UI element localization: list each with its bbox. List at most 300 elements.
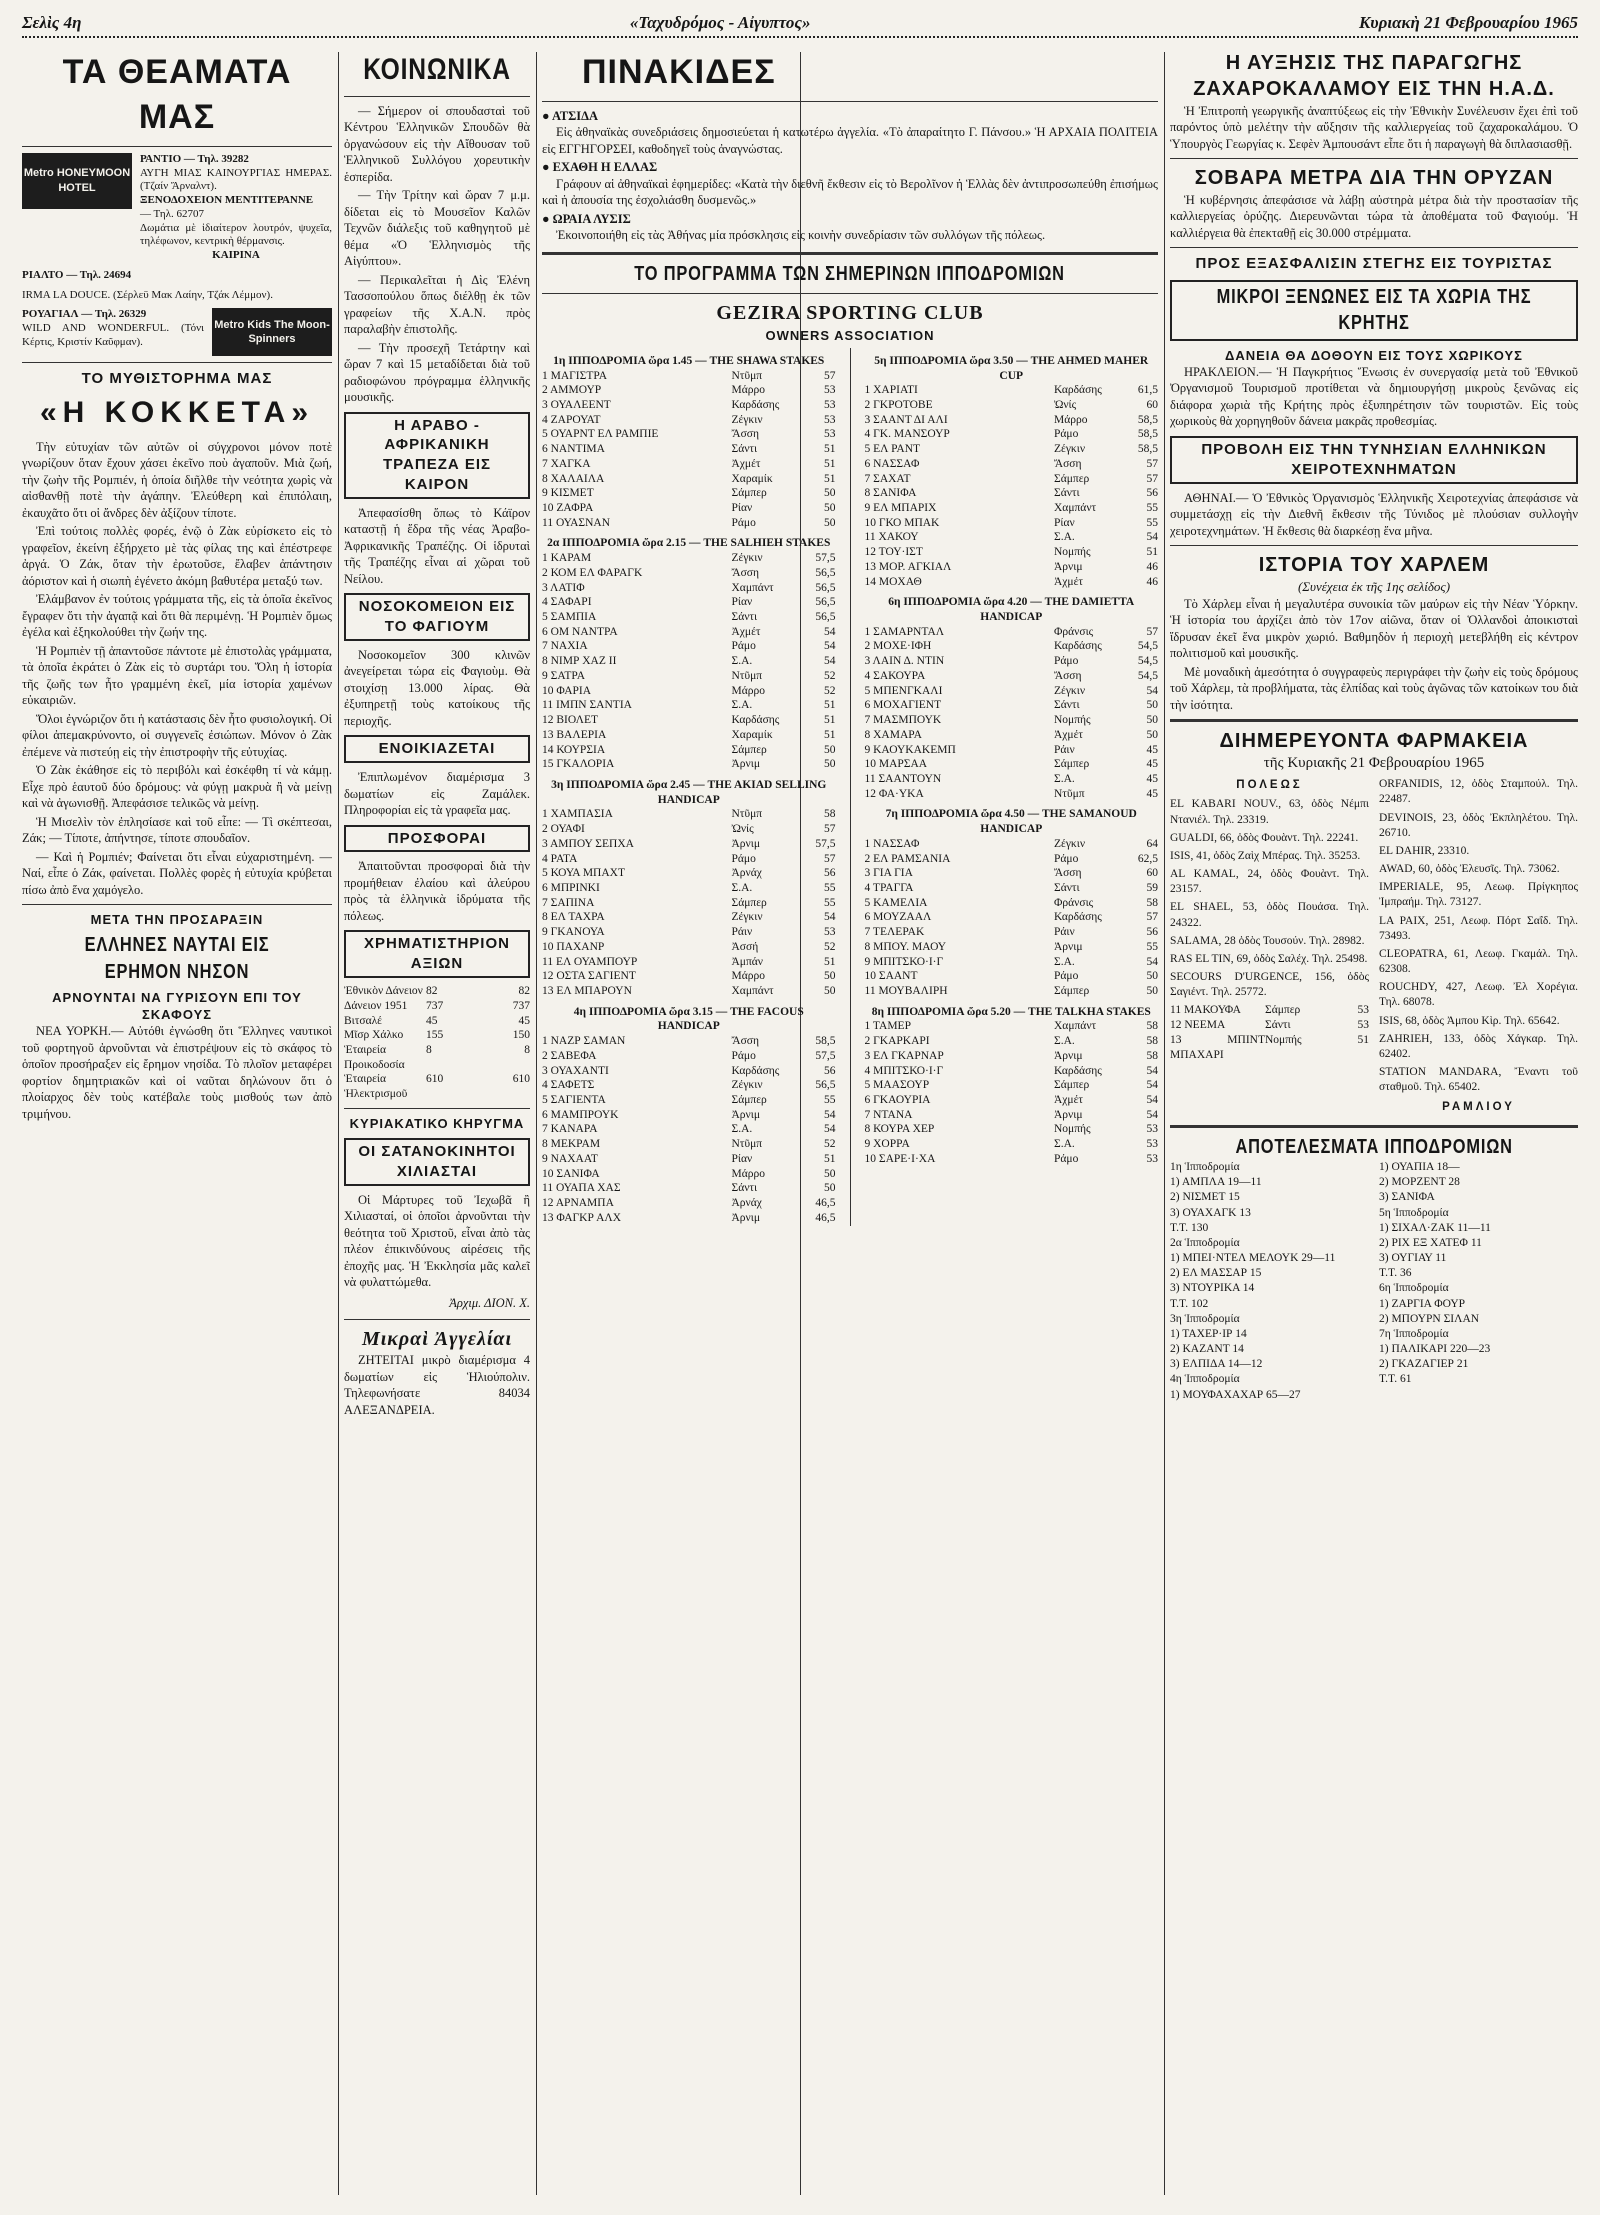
- pharmacies: [1170, 774, 1578, 1118]
- horse-row-cell: Χαμπάντ: [1054, 1020, 1097, 1033]
- horse-row-cell: 5 ΕΛ ΡΑΝΤ: [864, 443, 921, 456]
- result-line: 3) ΝΤΟΥΡΙΚΑ 14: [1170, 1282, 1255, 1295]
- horse-row-cell: Ἀρνιμ: [731, 1211, 761, 1224]
- novel-paragraph: Ἐλάμβανον ἐν τούτοις γράμματα τῆς, εἰς τὰ ὁποῖα ἐκεῖνος ἔγραφεν ὅτι τὴν ἀγαπᾷ καὶ ὅτι θὰ περιμένῃ. Ἡ Ρομπιὲν ὅμως ἐγέλα καὶ ἐξηκολούθει τὴν ζωήν της.: [22, 592, 332, 640]
- social-item: — Τὴν Τρίτην καὶ ὥραν 7 μ.μ. δίδεται εἰς τὸ Μουσεῖον Καλῶν Τεχνῶν διάλεξις τοῦ καθηγητοῦ μὲ θέμα «Ὁ Ἑλληνισμὸς τῆς Αἰγύπτου».: [344, 188, 530, 269]
- item-text: Γράφουν αἱ ἀθηναϊκαὶ ἐφημερίδες: «Κατὰ τὴν διεθνῆ ἔκθεσιν εἰς τὸ Βερολῖνον ἡ Ἑλλὰς δὲν ἀντιπροσωπεύθη ἐπισήμως καὶ ἡ ἀπουσία της ἐσχολιάσθη δυσμενῶς.»: [542, 176, 1158, 208]
- stocks-headline: [344, 930, 530, 978]
- horse-row-cell: 4 ΤΡΑΓΓΑ: [864, 881, 914, 894]
- horse-row-cell: 11 ΟΥΑΠΑ ΧΑΣ: [542, 1182, 621, 1195]
- horse-row-cell: Καρδάσης: [731, 398, 780, 411]
- stock-row-cell: 150: [512, 1029, 530, 1042]
- horse-row-cell: Σάμπερ: [1054, 758, 1090, 771]
- horse-row: [865, 743, 1159, 758]
- horse-row-cell: 6 ΜΟΥΖΑΑΛ: [864, 911, 932, 924]
- horse-row-cell: 45: [1146, 758, 1158, 771]
- horse-row-cell: 11 ΣΑΑΝΤΟΥΝ: [864, 772, 942, 785]
- item-text: Εἰς ἀθηναϊκὰς συνεδριάσεις δημοσιεύεται ἡ κατωτέρω ἀγγελία. «Τὸ ἀπαραίτητο Γ. Πάνσου.» Ἡ ΑΡΧΑΙΑ ΠΟΛΙΤΕΙΑ εἰς ΕΓΓΗΓΟΡΣΕΙ, καθοδηγεῖ τοὺς ἀναγνώστας.: [542, 125, 1158, 156]
- horse-row: [542, 807, 836, 822]
- horse-row-cell: Ντῦμπ: [731, 808, 763, 821]
- club-name: GEZIRA SPORTING CLUB: [716, 302, 984, 325]
- result-line: 3) ΣΑΝΙΦΑ: [1379, 1191, 1435, 1204]
- horse-row-cell: 57: [1146, 472, 1158, 485]
- cinema-rialto: ΡΙΑΛΤΟ — Τηλ. 24694: [22, 268, 132, 281]
- section-heading-koinonika-text: ΚΟΙΝΩΝΙΚΑ: [363, 53, 511, 86]
- horse-row-cell: 5 ΟΥΑΡΝΤ ΕΛ ΡΑΜΠΙΕ: [542, 428, 659, 441]
- horse-row: [542, 595, 836, 610]
- pharmacy-entry: GUALDI, 66, ὁδὸς Φουὰντ. Τηλ. 22241.: [1170, 831, 1359, 844]
- pharmacies-title: ΔΙΗΜΕΡΕΥΟΝΤΑ ΦΑΡΜΑΚΕΙΑ: [1219, 730, 1529, 753]
- horse-row: [865, 698, 1159, 713]
- item-text: Ἐκοινοποιήθη εἰς τὰς Ἀθήνας μία πρόσκλησις εἰς κοινὴν συνεδρίασιν τῶν συλλόγων τῆς πόλεως.: [556, 228, 1046, 243]
- tunisia-headline: [1170, 436, 1578, 484]
- horse-row-cell: 54: [824, 625, 836, 638]
- horse-row-cell: Καρδάσης: [1054, 1064, 1102, 1077]
- horse-row: [542, 1181, 836, 1196]
- horse-row-cell: 6 ΜΠΡΙΝΚΙ: [542, 881, 600, 894]
- horse-row-cell: 5 ΚΑΜΕΛΙΑ: [864, 896, 928, 909]
- novel-paragraph: Ὅλοι ἐγνώριζον ὅτι ἡ κατάστασις δὲν ἦτο φυσιολογική. Οἱ φίλοι ἀπεμακρύνοντο, οἱ συγγενεῖς ἐσιώπων. Μόνον ὁ Ζὰκ ἐπέμενε νὰ πιστεύῃ εἰς τὴν ἐπιστροφὴν τῆς εὐτυχίας.: [22, 711, 332, 759]
- horse-row-cell: 10 ΓΚΟ ΜΠΑΚ: [864, 516, 940, 529]
- horse-row-cell: 4 ΣΑΦΕΤΣ: [542, 1079, 595, 1092]
- horse-row: [865, 787, 1159, 802]
- horse-row-cell: 6 ΓΚΑΟΥΡΙΑ: [864, 1094, 931, 1107]
- horse-row-cell: Σάντι: [731, 611, 758, 624]
- horse-row-cell: 53: [824, 398, 836, 411]
- horse-row: [865, 669, 1159, 684]
- horse-row-cell: Ἀρνάχ: [731, 1197, 762, 1210]
- horse-row-cell: 56,5: [815, 611, 836, 624]
- horse-row: [542, 1196, 836, 1211]
- column-3: [542, 50, 1158, 2197]
- hotel-name: ΞΕΝΟΔΟΧΕΙΟΝ ΜΕΝΤΙΤΕΡΑΝΝΕ: [140, 194, 314, 206]
- horse-row: [865, 575, 1159, 590]
- news-label: ΜΕΤΑ ΤΗΝ ΠΡΟΣΑΡΑΞΙΝ: [90, 912, 264, 928]
- race-header: 1η ΙΠΠΟΔΡΟΜΙΑ ὥρα 1.45 — THE SHAWA STAKES: [553, 354, 825, 367]
- horse-row-cell: 54: [1146, 531, 1158, 544]
- horse-row: [865, 457, 1159, 472]
- horse-row-cell: 55: [1146, 502, 1158, 514]
- horse-row-cell: 50: [824, 758, 836, 771]
- results-title: [1170, 1134, 1578, 1160]
- result-line: 2α Ἱπποδρομία: [1170, 1236, 1240, 1249]
- horse-row: [542, 669, 836, 684]
- horse-row-cell: 50: [824, 516, 836, 529]
- horse-row: [865, 955, 1159, 970]
- horse-row-cell: 57: [824, 852, 836, 865]
- horse-row-cell: Ράιν: [731, 926, 753, 939]
- horse-row-cell: Ἄσση: [1054, 457, 1082, 470]
- horse-row-cell: 13 ΕΛ ΜΠΑΡΟΥΝ: [542, 985, 632, 997]
- horse-row: [542, 551, 836, 566]
- horse-row: [542, 925, 836, 940]
- horse-row-cell: Σάμπερ: [1054, 985, 1090, 997]
- horse-row-cell: Ἀρνιμ: [1054, 560, 1083, 573]
- horse-row-cell: 54,5: [1137, 655, 1158, 668]
- loans-sub: ΔΑΝΕΙΑ ΘΑ ΔΟΘΟΥΝ ΕΙΣ ΤΟΥΣ ΧΩΡΙΚΟΥΣ: [1225, 347, 1523, 363]
- novel-paragraph: Ἡ Ρομπιὲν τῇ ἀπαντοῦσε πάντοτε μὲ ἐπιστολὰς γράμματα, τὰ ὁποῖα ἐκράτει ὁ Ζὰκ εἰς τὸ συρτάρι του. Ὅλη ἡ ἱστορία τῆς ζωῆς των ἦτο γραμμένη ἐκεῖ, μία ἱστορία χαμένων εὐκαιριῶν.: [22, 643, 332, 708]
- horse-row-cell: Σ.Α.: [731, 881, 753, 894]
- novel-paragraph: Ἡ Μισελὶν τὸν ἐπλησίασε καὶ τοῦ εἶπε: — Τὶ σκέπτεσαι, Ζάκ; — Τίποτε, ἀπήντησε, τίποτε σπουδαῖον.: [22, 814, 332, 846]
- stock-row: [344, 1043, 530, 1072]
- pharmacy-entry: ISIS, 41, ὁδὸς Ζαὶχ Μπέρας. Τηλ. 35253.: [1170, 849, 1361, 862]
- result-line: 2) ΡΙΧ ΕΞ ΧΑΤΕΦ 11: [1379, 1236, 1482, 1249]
- horse-row-cell: 50: [824, 970, 836, 983]
- horse-row-cell: 9 ΧΟΡΡΑ: [864, 1138, 910, 1151]
- horse-row: [865, 427, 1159, 442]
- horse-row-cell: Ράμο: [1054, 852, 1079, 865]
- horse-row: [865, 625, 1159, 640]
- horse-row-cell: Χαμπάντ: [731, 581, 774, 594]
- divider: [344, 1108, 530, 1109]
- horse-row: [542, 1122, 836, 1137]
- horse-row-cell: 4 ΜΠΙΤΣΚΟ·Ι·Γ: [864, 1064, 944, 1077]
- horse-row-cell: Μάρρο: [1054, 413, 1088, 426]
- horse-row-cell: Ράιν: [1054, 743, 1075, 756]
- result-line: Τ.Τ. 130: [1170, 1221, 1209, 1234]
- column-rule: [536, 52, 537, 2195]
- divider: [542, 101, 1158, 102]
- result-line: 1) ΣΙΧΑΛ·ΖΑΚ 11—11: [1379, 1221, 1491, 1234]
- horse-row-cell: 50: [824, 985, 836, 997]
- horse-row: [542, 1108, 836, 1123]
- cinema-royal-ad: [22, 308, 332, 356]
- horse-row-cell: 1 ΝΑΖΡ ΣΑΜΑΝ: [542, 1035, 626, 1048]
- horse-row: [865, 713, 1159, 728]
- horse-row-cell: 4 ΣΑΚΟΥΡΑ: [864, 669, 926, 682]
- result-line: 5η Ἱπποδρομία: [1379, 1206, 1449, 1219]
- horse-row: [865, 984, 1159, 999]
- horse-row-cell: Ράμο: [731, 852, 756, 865]
- sermon-text: Οἱ Μάρτυρες τοῦ Ἰεχωβᾶ ἢ Χιλιασταί, οἱ ὁποῖοι ἀρνοῦνται τὴν θεότητα τοῦ Χριστοῦ, εἶναι ἀπὸ τὰς πλέον ἐπικινδύνους αἱρέσεις τῆς ἐποχῆς μας. Ἡ Ἐκκλησία μᾶς καλεῖ νὰ φυλαττώμεθα.: [344, 1192, 530, 1290]
- pharmacy-entry: ZAHRIEH, 133, ὁδὸς Χάγκαρ. Τηλ. 62402.: [1379, 1032, 1578, 1060]
- horse-row-cell: Ράμο: [1054, 970, 1079, 983]
- horse-row: [865, 1122, 1159, 1137]
- horse-row-cell: Σάντι: [1054, 881, 1080, 894]
- horse-row: [865, 501, 1159, 516]
- horse-row-cell: 51: [824, 1152, 836, 1165]
- horse-row-cell: Ρίαν: [731, 596, 753, 609]
- horse-row-cell: Ἄσση: [1054, 867, 1082, 880]
- harlem-sub: (Συνέχεια ἐκ τῆς 1ης σελίδος): [1297, 579, 1451, 595]
- horse-row-cell: Μάρρο: [731, 1167, 765, 1180]
- horse-row-cell: Ζέγκιν: [1054, 837, 1086, 850]
- horse-row-cell: 57: [1146, 911, 1158, 924]
- horse-row-cell: Ράμο: [731, 516, 756, 529]
- horse-row-cell: Ρίαν: [1054, 516, 1075, 529]
- horse-row-cell: Σ.Α.: [731, 1123, 753, 1136]
- horse-row: [865, 1137, 1159, 1152]
- horse-row-cell: 9 ΣΑΤΡΑ: [542, 669, 586, 682]
- horse-row-cell: Καρδάσης: [731, 714, 780, 727]
- horse-row: [542, 984, 836, 999]
- horse-row-cell: 45: [1146, 772, 1158, 785]
- social-item: — Σήμερον οἱ σπουδασταὶ τοῦ Κέντρου Ἑλληνικῶν Σπουδῶν θὰ ὀργανώσουν εἰς τὴν Αἴθουσαν τοῦ Ἑλληνικοῦ Συλλόγου χορευτικὴν ἑσπερίδα.: [344, 103, 530, 184]
- result-line: 4η Ἱπποδρομία: [1170, 1373, 1240, 1386]
- horse-row: [865, 866, 1159, 881]
- divider: [22, 904, 332, 905]
- horse-row-cell: 11 ΟΥΑΣΝΑΝ: [542, 516, 611, 529]
- race-list-b: [865, 348, 1159, 1226]
- horse-row-cell: 8 ΕΛ ΤΑΧΡΑ: [542, 911, 605, 924]
- horse-row-cell: 55: [824, 896, 836, 909]
- horse-row-cell: 5 ΣΑΓΙΕΝΤΑ: [542, 1094, 606, 1107]
- horse-row-cell: 1 ΤΑΜΕΡ: [864, 1020, 911, 1033]
- horse-row-cell: 57,5: [815, 552, 836, 565]
- horse-row-cell: Σάντι: [1054, 699, 1080, 712]
- horse-row-cell: 3 ΛΑΙΝ Δ. ΝΤΙΝ: [864, 655, 945, 668]
- horse-row: [542, 639, 836, 654]
- horse-row-cell: 51: [824, 728, 836, 741]
- horse-row: [865, 1019, 1159, 1034]
- horse-row: [542, 1078, 836, 1093]
- horse-row-cell: 59: [1146, 881, 1158, 894]
- horse-row-cell: 46,5: [815, 1211, 836, 1224]
- stock-row-cell: 82: [518, 985, 530, 998]
- stock-row-cell: 737: [426, 999, 444, 1012]
- horse-row-cell: 50: [1146, 728, 1158, 741]
- horse-row-cell: 3 ΟΥΑΧΑΝΤΙ: [542, 1064, 609, 1077]
- stock-row-cell: Ἑταιρεία Ἡλεκτρισμοῦ: [344, 1073, 408, 1101]
- horse-row-cell: Ἀχμέτ: [731, 457, 761, 470]
- horse-row: [865, 1078, 1159, 1093]
- horse-row-cell: 7 ΣΑΧΑΤ: [864, 472, 911, 485]
- horse-row-cell: Ντῦμπ: [1054, 787, 1085, 800]
- horse-row-cell: 9 ΓΚΑΝΟΥΑ: [542, 926, 605, 939]
- divider: [1170, 158, 1578, 159]
- horse-row-cell: 50: [824, 1167, 836, 1180]
- horse-row: [865, 852, 1159, 867]
- horse-row: [542, 743, 836, 758]
- horse-row-cell: 51: [824, 472, 836, 485]
- stock-row-cell: Ἑταιρεία Προικοδοσία: [344, 1043, 405, 1071]
- horse-row: [865, 910, 1159, 925]
- kairina-label: ΚΑΙΡΙΝΑ: [212, 249, 260, 261]
- horse-row: [542, 442, 836, 457]
- horse-row-cell: 5 ΚΟΥΑ ΜΠΑΧΤ: [542, 867, 625, 880]
- result-line: Τ.Τ. 36: [1379, 1267, 1412, 1280]
- sermon-signature: Ἀρχιμ. ΔΙΟΝ. Χ.: [449, 1295, 530, 1310]
- section-heading-theamata: ΤΑ ΘΕΑΜΑΤΑ ΜΑΣ: [62, 53, 292, 136]
- pharmacy-entry: EL DAHIR, 23310.: [1379, 844, 1470, 857]
- horse-row-cell: 54: [1146, 1079, 1158, 1092]
- result-line: 1η Ἱπποδρομία: [1170, 1161, 1240, 1174]
- horse-row-cell: 6 ΜΑΜΠΡΟΥΚ: [542, 1108, 619, 1121]
- horse-row-cell: Ἀρνιμ: [731, 837, 761, 850]
- metro-logo: Metro HONEYMOON HOTEL: [22, 153, 132, 209]
- classified-title: Μικραὶ Ἀγγελίαι: [361, 1328, 513, 1351]
- horse-row-cell: Σάμπερ: [731, 487, 767, 500]
- horse-row-cell: Ζέγκιν: [1054, 684, 1086, 697]
- horse-row-cell: Ἄσση: [1054, 669, 1082, 682]
- horse-row: [542, 516, 836, 531]
- horse-row-cell: Μάρρο: [731, 970, 765, 983]
- horse-row-cell: Ἀχμέτ: [1054, 575, 1084, 588]
- horse-row-cell: 10 ΜΑΡΣΑΑ: [864, 758, 928, 771]
- horse-row-cell: 7 ΤΕΛΕΡΑΚ: [864, 926, 925, 939]
- horse-row-cell: 54: [1146, 955, 1158, 968]
- divider: [22, 146, 332, 147]
- horse-row-cell: 53: [1146, 1123, 1158, 1136]
- paper-name: «Ταχυδρόμος - Αἰγυπτος»: [629, 13, 811, 32]
- horse-row-cell: 45: [1146, 787, 1158, 800]
- column-rule: [1164, 52, 1165, 2195]
- result-line: 1) ΖΑΡΓΙΑ ΦΟΥΡ: [1379, 1297, 1466, 1310]
- race-program-title: [542, 261, 1158, 287]
- horse-row-cell: 14 ΚΟΥΡΣΙΑ: [542, 743, 606, 756]
- stock-row: [344, 999, 530, 1014]
- horse-row-cell: 56: [1146, 926, 1158, 939]
- horse-row-cell: Ἄσση: [731, 428, 760, 441]
- pharmacy-entry: SECOURS D'URGENCE, 156, ὁδὸς Σαγιέντ. Τηλ. 25772.: [1170, 971, 1369, 999]
- horse-row-cell: Ἀρνιμ: [1054, 940, 1083, 953]
- stock-row-cell: 8: [426, 1043, 432, 1056]
- stock-row-cell: 45: [518, 1014, 530, 1027]
- horse-row-cell: 2 ΣΑΒΕΦΑ: [542, 1049, 597, 1062]
- horse-row-cell: 6 ΜΟΧΑΓΙΕΝΤ: [864, 699, 942, 712]
- horse-row-cell: 12 ΝΕΕΜΑ: [1170, 1019, 1226, 1032]
- results-left: [1170, 1160, 1369, 1403]
- horse-row: [865, 1152, 1159, 1167]
- horse-row-cell: 12 ΑΡΝΑΜΠΑ: [542, 1197, 614, 1210]
- race-header: 5η ΙΠΠΟΔΡΟΜΙΑ ὥρα 3.50 — THE AHMED MAHER CUP: [874, 354, 1149, 382]
- offers-headline: [344, 825, 530, 853]
- horse-row-cell: 13 ΦΑΓΚΡ ΑΛΧ: [542, 1211, 622, 1224]
- pharmacy-entry: EL SHAEL, 53, ὁδὸς Πουάσα. Τηλ. 24322.: [1170, 901, 1369, 929]
- horse-row: [542, 1093, 836, 1108]
- column-1: [22, 50, 332, 2197]
- stock-row-cell: Μῖσρ Χάλκο: [344, 1029, 404, 1042]
- pharm-right: [1379, 774, 1578, 1118]
- horse-row-cell: 57: [1146, 625, 1158, 638]
- horse-row-cell: Ζέγκιν: [731, 911, 763, 924]
- horse-row-cell: Χαμπάντ: [731, 985, 774, 997]
- horse-row-cell: 54: [1146, 1108, 1158, 1121]
- horse-row-cell: 53: [1357, 1004, 1369, 1017]
- sugar-headline: Η ΑΥΞΗΣΙΣ ΤΗΣ ΠΑΡΑΓΩΓΗΣ ΖΑΧΑΡΟΚΑΛΑΜΟΥ ΕΙΣ ΤΗΝ Η.Α.Δ.: [1193, 52, 1555, 101]
- horse-row-cell: Σάντι: [1054, 487, 1080, 500]
- race-header: 2α ΙΠΠΟΔΡΟΜΙΑ ὥρα 2.15 — THE SALHIEH STAKES: [547, 537, 831, 550]
- horse-row: [542, 610, 836, 625]
- race-list-a: [542, 348, 836, 1226]
- horse-row-cell: 51: [824, 457, 836, 470]
- result-line: 6η Ἱπποδρομία: [1379, 1282, 1449, 1295]
- horse-row-cell: Σάμπερ: [1265, 1004, 1301, 1017]
- horse-row-cell: 10 ΦΑΡΙΑ: [542, 684, 592, 697]
- horse-row-cell: 50: [1146, 714, 1158, 727]
- horse-row: [865, 639, 1159, 654]
- horse-row: [542, 940, 836, 955]
- horse-row-cell: Ράμο: [1054, 655, 1079, 668]
- horse-row: [865, 757, 1159, 772]
- horse-row-cell: 11 ΜΑΚΟΥΦΑ: [1170, 1004, 1241, 1017]
- race-header: 8η ΙΠΠΟΔΡΟΜΙΑ ὥρα 5.20 — THE TALKHA STAKES: [871, 1005, 1151, 1018]
- offers-headline-text: ΠΡΟΣΦΟΡΑΙ: [387, 829, 487, 847]
- horse-row-cell: 57: [824, 823, 836, 836]
- horse-row-cell: 8 ΜΕΚΡΑΜ: [542, 1138, 601, 1151]
- horse-row-cell: 3 ΓΙΑ ΓΙΑ: [864, 867, 913, 880]
- horse-row-cell: 2 ΜΟΧΕ·ΙΦΗ: [864, 640, 932, 653]
- moon-spinners-logo: Metro Kids The Moon-Spinners: [212, 308, 332, 356]
- horse-row-cell: 9 ΝΑΧΑΑΤ: [542, 1152, 598, 1165]
- horse-row-cell: 3 ΑΜΠΟΥ ΣΕΠΧΑ: [542, 837, 634, 850]
- cinema-royal: [22, 308, 204, 356]
- horse-row-cell: 56,5: [815, 566, 836, 579]
- horse-row-cell: 57: [824, 369, 836, 382]
- horse-row-cell: Ἀρνιμ: [731, 758, 761, 771]
- horse-row-cell: 50: [824, 502, 836, 514]
- horse-row-cell: Σ.Α.: [1054, 955, 1075, 968]
- horse-row: [865, 837, 1159, 852]
- horse-row-cell: 56: [1146, 487, 1158, 500]
- horse-row-cell: Νομπής: [1054, 546, 1091, 559]
- horse-row: [865, 1049, 1159, 1064]
- horse-row: [865, 530, 1159, 545]
- horse-row-cell: 10 ΣΑΡΕ·Ι·ΧΑ: [864, 1152, 936, 1165]
- horse-row-cell: Ἀρνιμ: [1054, 1049, 1083, 1062]
- horse-row-cell: 57,5: [815, 1049, 836, 1062]
- horse-row: [542, 852, 836, 867]
- horse-row-cell: 7 ΚΑΝΑΡΑ: [542, 1123, 598, 1136]
- result-line: 3η Ἱπποδρομία: [1170, 1312, 1240, 1325]
- page-number: Σελὶς 4η: [22, 13, 82, 32]
- horse-row: [865, 772, 1159, 787]
- horse-row: [542, 684, 836, 699]
- cinema-royal-name: ΡΟΥΑΓΙΑΛ — Τηλ. 26329: [22, 308, 147, 321]
- horse-row-cell: Σ.Α.: [1054, 1138, 1075, 1151]
- pharmacy-entry: STATION MANDARA, Ἔναντι τοῦ σταθμοῦ. Τηλ. 65402.: [1379, 1066, 1578, 1094]
- horse-row-cell: 6 ΟΜ ΝΑΝΤΡΑ: [542, 625, 618, 638]
- result-line: Τ.Τ. 61: [1379, 1373, 1412, 1386]
- tunisia-headline-text: ΠΡΟΒΟΛΗ ΕΙΣ ΤΗΝ ΤΥΝΗΣΙΑΝ ΕΛΛΗΝΙΚΩΝ ΧΕΙΡΟΤΕΧΝΗΜΑΤΩΝ: [1201, 440, 1547, 478]
- horse-row-cell: Νομπής: [1054, 1123, 1091, 1136]
- horse-row: [542, 866, 836, 881]
- horse-row: [1170, 1033, 1369, 1062]
- horse-row-cell: 50: [824, 1182, 836, 1195]
- result-line: 1) ΤΑΧΕΡ·ΙΡ 14: [1170, 1327, 1247, 1340]
- horse-row-cell: 53: [824, 384, 836, 397]
- issue-date: Κυριακὴ 21 Φεβρουαρίου 1965: [1358, 13, 1578, 32]
- horse-row-cell: 8 ΜΠΟΥ. ΜΑΟΥ: [864, 940, 947, 953]
- divider: [344, 96, 530, 97]
- horse-row-cell: 5 ΜΑΑΣΟΥΡ: [864, 1079, 930, 1092]
- novel-label: ΤΟ ΜΥΘΙΣΤΟΡΗΜΑ ΜΑΣ: [81, 370, 273, 388]
- pharmacy-entry: IMPERIALE, 95, Λεωφ. Πρίγκηπος Ἰμπραήμ. Τηλ. 73127.: [1379, 881, 1578, 909]
- bank-headline-text: Η ΑΡΑΒΟ - ΑΦΡΙΚΑΝΙΚΗ ΤΡΑΠΕΖΑ ΕΙΣ ΚΑΙΡΟΝ: [382, 416, 492, 493]
- column-rule: [338, 52, 339, 2195]
- horse-row-cell: 15 ΓΚΑΛΟΡΙΑ: [542, 758, 615, 771]
- horse-row-cell: 51: [824, 699, 836, 712]
- horse-row-cell: 9 ΜΠΙΤΣΚΟ·Ι·Γ: [864, 955, 944, 968]
- result-line: 2) ΓΚΑΖΑΓΙΕΡ 21: [1379, 1358, 1469, 1371]
- horse-row-cell: 57,5: [815, 837, 836, 850]
- horse-row: [865, 486, 1159, 501]
- horse-row-cell: 7 ΝΑΧΙΑ: [542, 640, 588, 653]
- horse-row-cell: 2 ΓΚΡΟΤΟΒΕ: [864, 398, 933, 411]
- horse-row-cell: 54,5: [1137, 640, 1158, 653]
- horse-row-cell: 6 ΝΑΣΣΑΦ: [864, 457, 920, 470]
- result-line: 1) ΜΠΕΙ·ΝΤΕΛ ΜΕΛΟΥΚ 29—11: [1170, 1252, 1336, 1265]
- horse-row: [1170, 1018, 1369, 1033]
- horse-row: [542, 757, 836, 772]
- horse-row-cell: Σάμπερ: [731, 1094, 767, 1107]
- divider: [22, 362, 332, 363]
- horse-row-cell: 4 ΓΚ. ΜΑΝΣΟΥΡ: [864, 428, 950, 441]
- horse-row: [542, 398, 836, 413]
- horse-row-cell: 3 ΛΑΤΙΦ: [542, 581, 585, 594]
- horse-row: [865, 383, 1159, 398]
- result-line: 1) ΜΟΥΦΑΧΑΧΑΡ 65—27: [1170, 1388, 1301, 1401]
